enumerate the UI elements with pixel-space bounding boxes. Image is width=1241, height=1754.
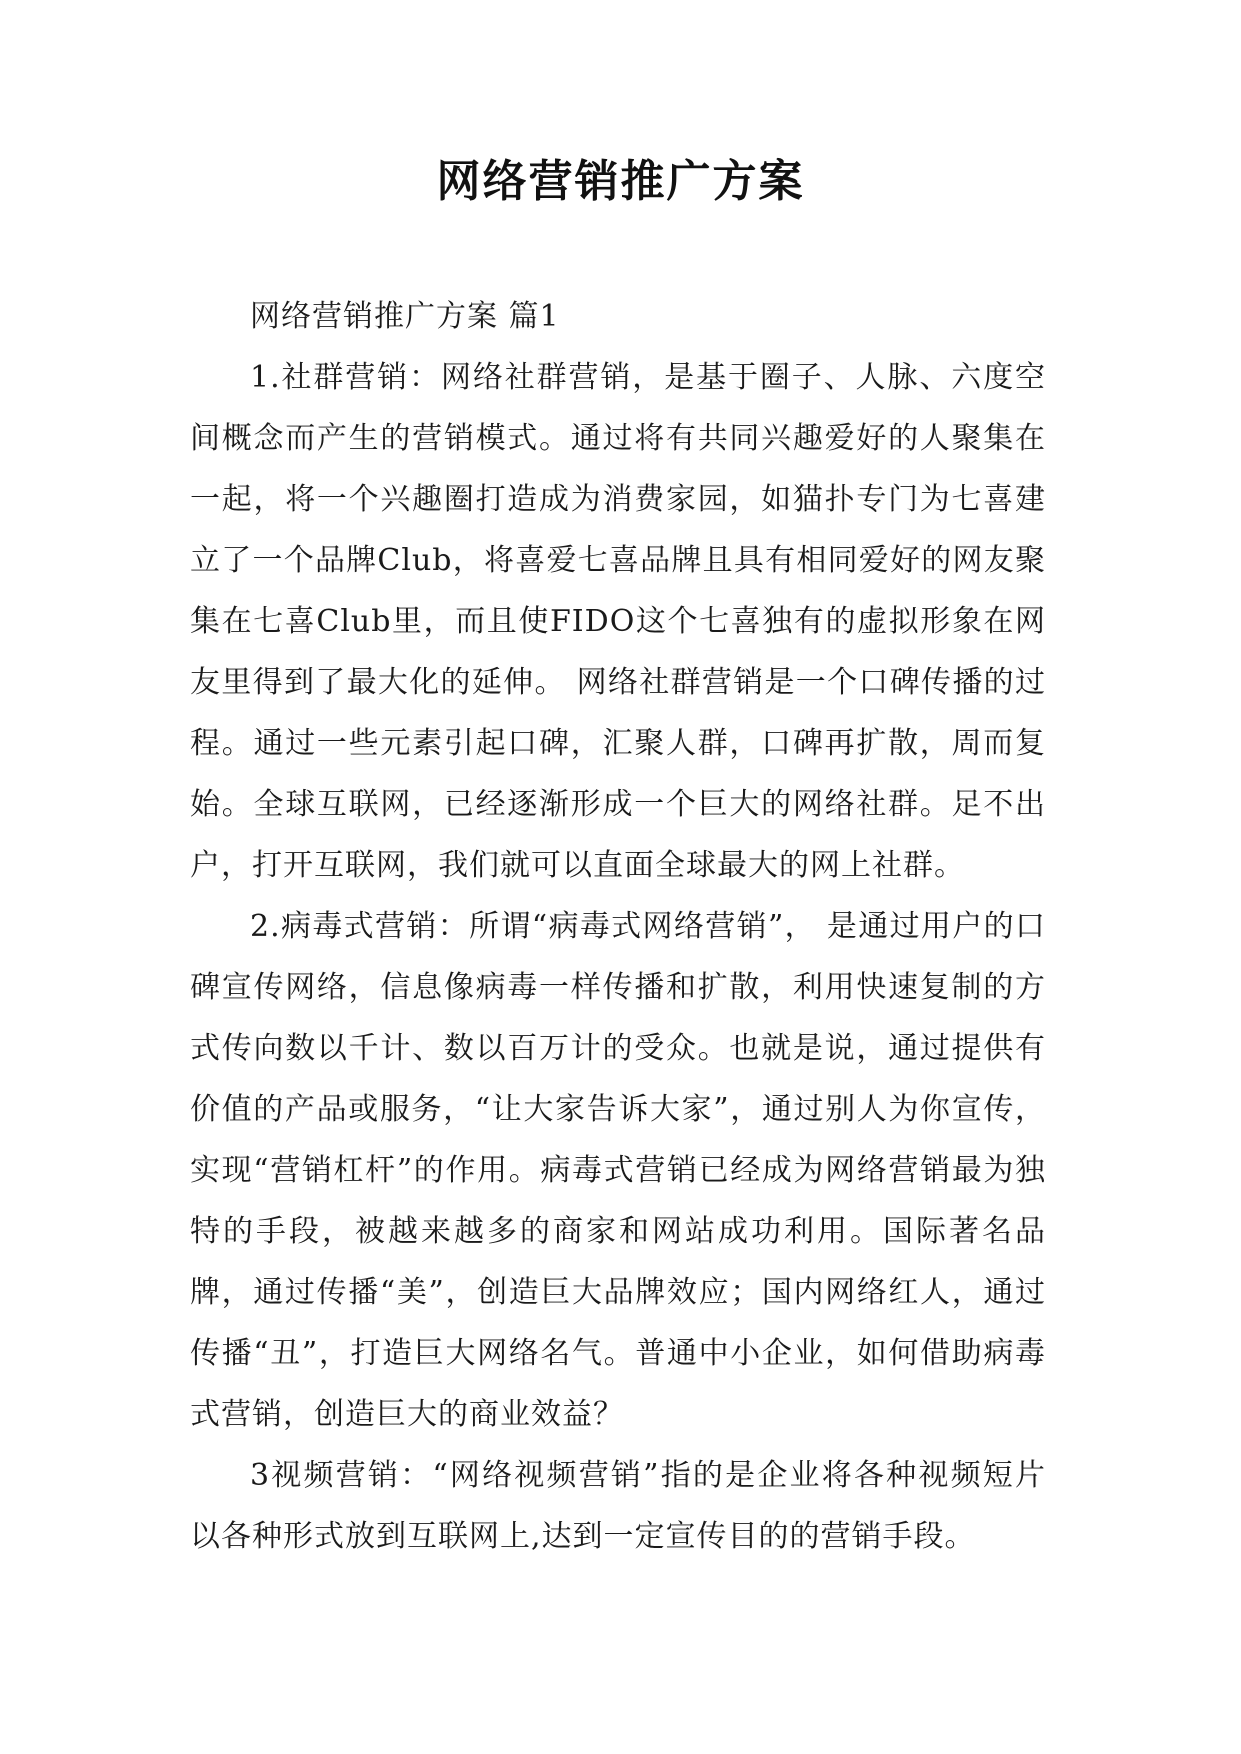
document-title: 网络营销推广方案 bbox=[436, 156, 805, 207]
section-heading: 网络营销推广方案 篇1 bbox=[250, 299, 560, 334]
paragraph-social-marketing: 1.社群营销：网络社群营销，是基于圈子、人脉、六度空间概念而产生的营销模式。通过将有共同兴趣爱好的人聚集在一起，将一个兴趣圈打造成为消费家园，如猫扑专门为七喜建立了一个品牌Club，将喜爱七喜品牌且具有相同爱好的网友聚集在七喜Club里，而且使FIDO这个七喜独有的虚拟形象在网友里得到了最大化的延伸。 网络社群营销是一个口碑传播的过程。通过一些元素引起口碑，汇聚人群，口碑再扩散，周而复始。全球互联网，已经逐渐形成一个巨大的网络社群。足不出户，打开互联网，我们就可以直面全球最大的网上社群。 bbox=[190, 360, 1046, 883]
paragraph-video-marketing: 3视频营销：“网络视频营销”指的是企业将各种视频短片以各种形式放到互联网上,达到一定宣传目的的营销手段。 bbox=[190, 1458, 1046, 1554]
paragraph-viral-marketing: 2.病毒式营销：所谓“病毒式网络营销”， 是通过用户的口碑宣传网络，信息像病毒一样传播和扩散，利用快速复制的方式传向数以千计、数以百万计的受众。也就是说，通过提供有价值的产品或服务，“让大家告诉大家”，通过别人为你宣传，实现“营销杠杆”的作用。病毒式营销已经成为网络营销最为独特的手段，被越来越多的商家和网站成功利用。国际著名品牌，通过传播“美”，创造巨大品牌效应；国内网络红人，通过传播“丑”，打造巨大网络名气。普通中小企业，如何借助病毒式营销，创造巨大的商业效益？ bbox=[190, 909, 1046, 1432]
document-body bbox=[190, 286, 1046, 1567]
